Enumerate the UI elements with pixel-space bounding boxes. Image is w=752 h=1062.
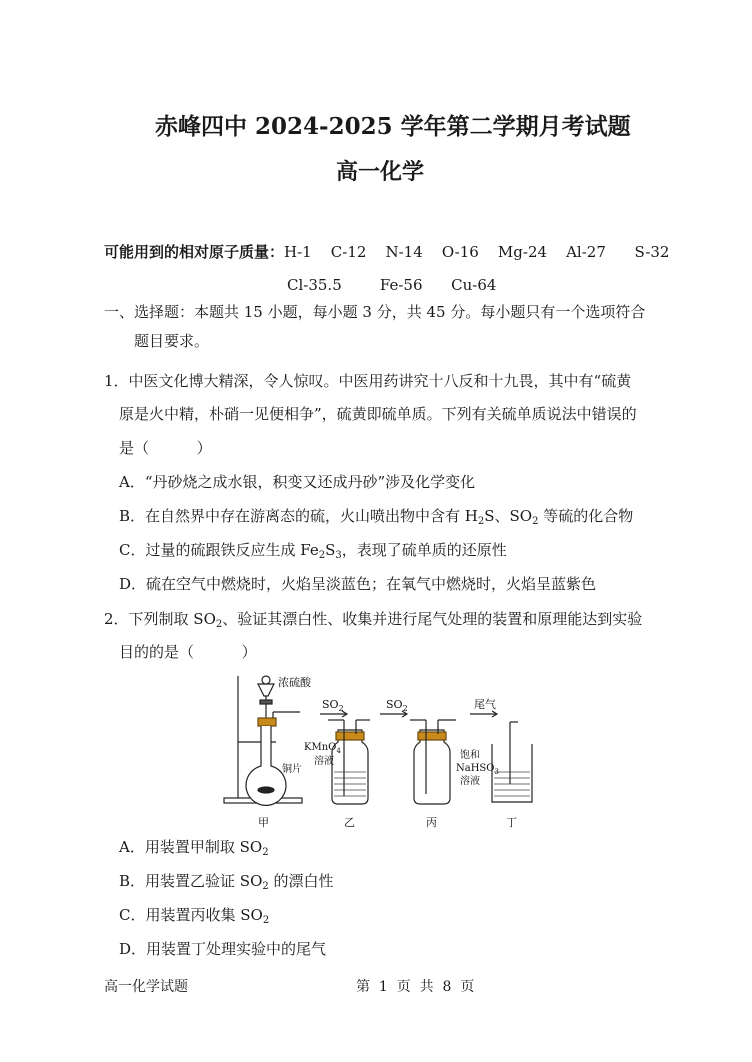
label-kmno4: KMnO$_4$: [304, 742, 341, 755]
bottle-yi: [332, 730, 368, 804]
q2-stem-line2: 目的的是（ ）: [119, 643, 257, 661]
label-so2-a: $SO_2$: [322, 698, 344, 713]
section-heading-line2: 题目要求。: [134, 332, 210, 350]
label-saturated: 饱和: [460, 750, 480, 761]
q2-stem-line1: 2．下列制取 $SO_2$、验证其漂白性、收集并进行尾气处理的装置和原理能达到实验: [104, 610, 643, 630]
label-nahso3: NaHSO$_3$: [456, 763, 499, 776]
q2-option-c: C．用装置丙收集 $SO_2$: [119, 906, 270, 926]
label-acid: 浓硫酸: [278, 676, 311, 689]
label-bing: 丙: [426, 816, 437, 829]
copper-pieces: [258, 787, 274, 793]
label-nahso3-sol: 溶液: [460, 776, 480, 787]
atomic-masses-line1: [104, 241, 669, 262]
stopper-jia: [258, 718, 276, 726]
label-yi: 乙: [344, 816, 355, 829]
bottle-bing: [414, 730, 450, 804]
label-copper: 铜片: [282, 764, 302, 775]
q1-stem-line1: 1．中医文化博大精深，令人惊叹。中医用药讲究十八反和十九畏，其中有“硫黄: [104, 372, 632, 390]
footer-page-number: 第 1 页 共 8 页: [356, 979, 475, 995]
q1-option-a: A．“丹砂烧之成水银，积变又还成丹砂”涉及化学变化: [119, 473, 476, 491]
label-jia: 甲: [258, 816, 269, 829]
q2-option-d: D．用装置丁处理实验中的尾气: [119, 940, 327, 958]
subject-title: 高一化学: [336, 159, 425, 185]
q1-stem-line3: 是（ ）: [119, 439, 212, 457]
q1-option-d: D．硫在空气中燃烧时，火焰呈淡蓝色；在氧气中燃烧时，火焰呈蓝紫色: [119, 575, 597, 593]
q1-stem-line2: 原是火中精，朴硝一见便相争”，硫黄即硫单质。下列有关硫单质说法中错误的: [119, 405, 637, 423]
label-so2-b: $SO_2$: [386, 698, 408, 713]
q2-option-a: A．用装置甲制取 $SO_2$: [119, 838, 269, 858]
q2-option-b: B．用装置乙验证 $SO_2$ 的漂白性: [119, 872, 334, 892]
atomic-masses-values-1: H-1 C-12 N-14 O-16 Mg-24 Al-27 S-32: [284, 243, 670, 261]
q1-option-c: C．过量的硫跟铁反应生成 $Fe_2S_3$，表现了硫单质的还原性: [119, 541, 507, 561]
footer-subject: 高一化学试题: [104, 979, 188, 995]
atomic-masses-values-2: Cl-35.5 Fe-56 Cu-64: [287, 276, 497, 294]
label-kmno4-sol: 溶液: [314, 756, 334, 767]
section-heading-line1: 一、选择题：本题共 15 小题，每小题 3 分，共 45 分。每小题只有一个选项符合: [104, 303, 646, 321]
atomic-masses-label: 可能用到的相对原子质量：: [104, 243, 285, 261]
dropping-funnel: [258, 684, 274, 696]
q1-option-b: B．在自然界中存在游离态的硫，火山喷出物中含有 $H_2S$、$SO_2$ 等硫的化合物: [119, 507, 634, 527]
exam-title: 赤峰四中 2024-2025 学年第二学期月考试题: [155, 113, 631, 140]
apparatus-figure: [220, 672, 540, 832]
label-tail-gas: 尾气: [474, 698, 496, 711]
label-ding: 丁: [506, 816, 517, 829]
